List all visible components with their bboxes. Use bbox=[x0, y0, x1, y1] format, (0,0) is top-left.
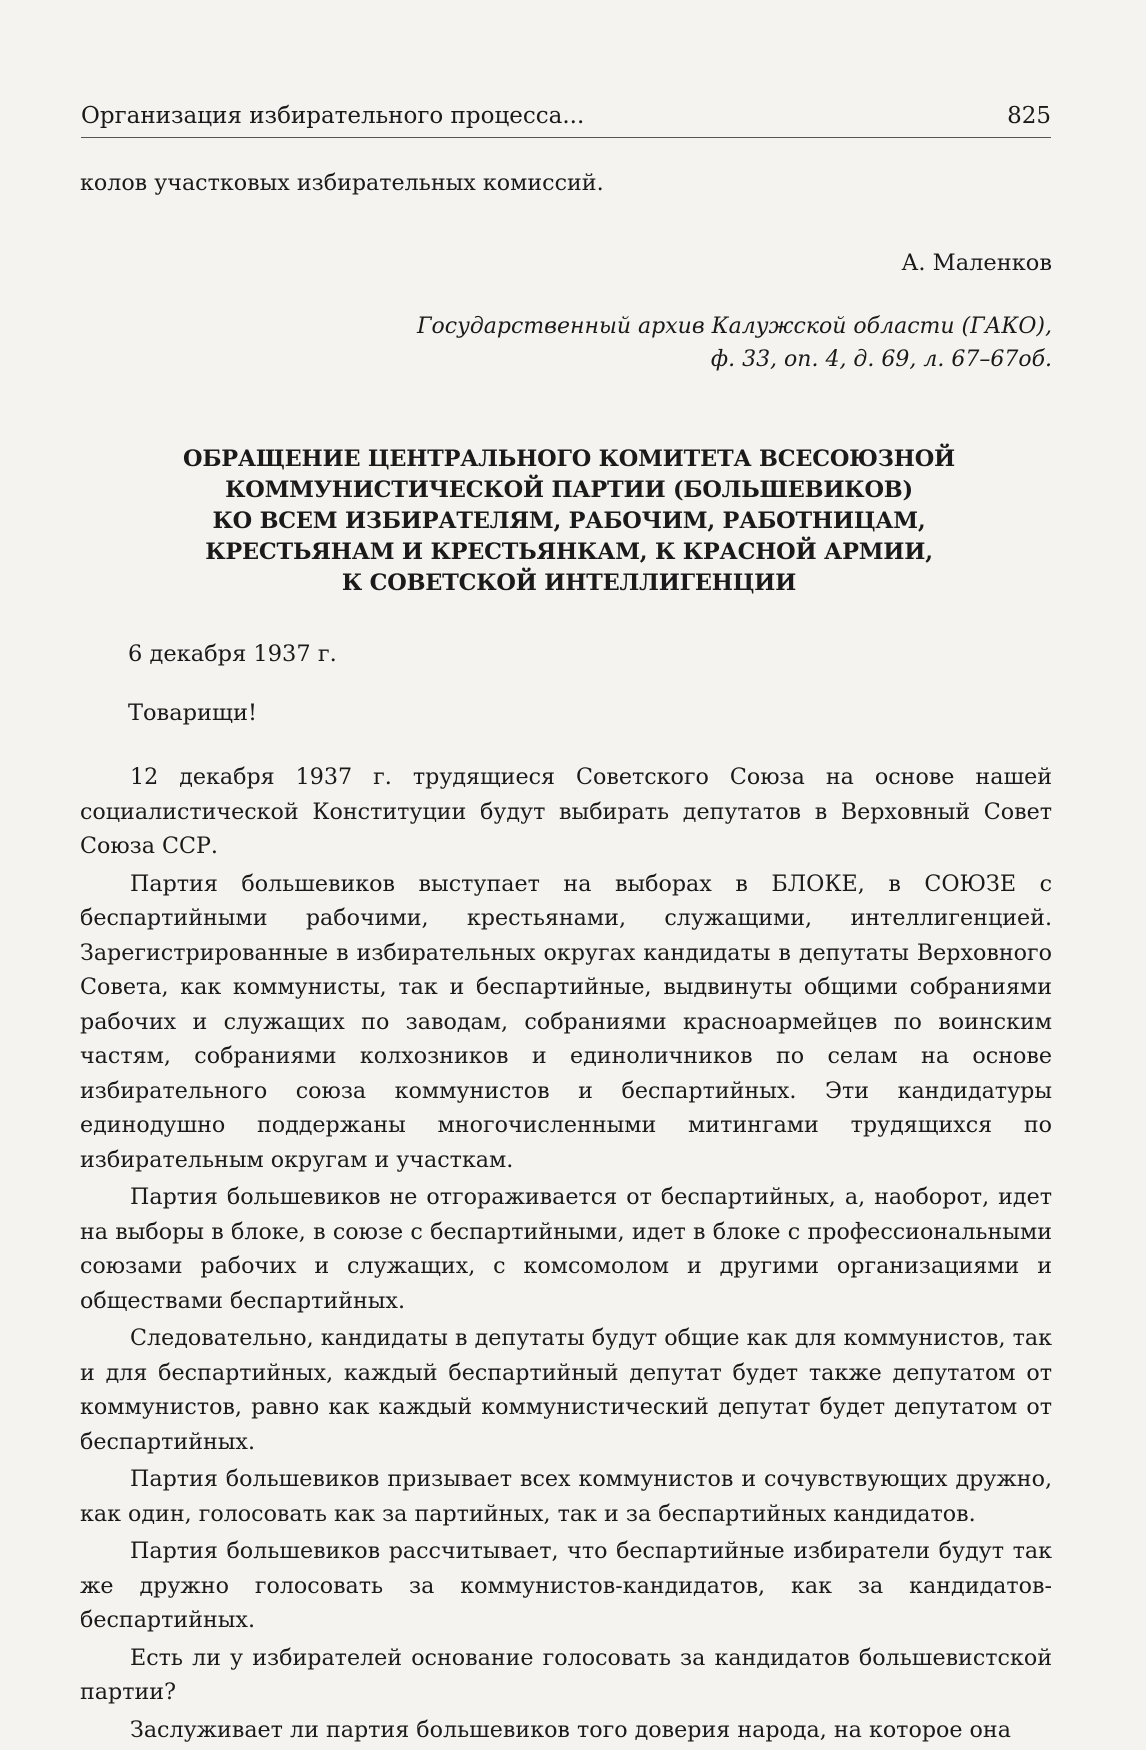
paragraph-4: Следовательно, кандидаты в депутаты будут общие как для коммунистов, так и для беспартийных, каждый беспартийный депутат будет также депутатом от коммунистов, равно как каждый коммунистический депутат будет депутатом от беспартийных. bbox=[80, 1325, 1052, 1455]
running-title: Организация избирательного процесса... bbox=[81, 103, 585, 129]
archive-line-1: Государственный архив Калужской области (ГАКО), bbox=[416, 314, 1052, 339]
archive-line-2: ф. 33, оп. 4, д. 69, л. 67–67об. bbox=[710, 347, 1052, 372]
title-line-5: К СОВЕТСКОЙ ИНТЕЛЛИГЕНЦИИ bbox=[341, 570, 797, 596]
title-line-3: КО ВСЕМ ИЗБИРАТЕЛЯМ, РАБОЧИМ, РАБОТНИЦАМ, bbox=[212, 508, 926, 534]
signature: А. Маленков bbox=[901, 250, 1052, 276]
title-line-2: КОММУНИСТИЧЕСКОЙ ПАРТИИ (БОЛЬШЕВИКОВ) bbox=[225, 477, 913, 503]
paragraph-2: Партия большевиков выступает на выборах в БЛОКЕ, в СОЮЗЕ с беспартийными рабочими, крестьянами, служащими, интеллигенцией. Зарегистрированные в избирательных округах кандидаты в депутаты Верховного Совета, как коммунисты, так и беспартийные, выдвинуты общими собраниями рабочих и служащих по заводам, собраниями красноармейцев по воинским частям, собраниями колхозников и единоличников по селам на основе избирательного союза коммунистов и беспартийных. Эти кандидатуры единодушно поддержаны многочисленными митингами трудящихся по избирательным округам и участкам. bbox=[80, 870, 1052, 1173]
document-title bbox=[100, 444, 1038, 599]
title-line-4: КРЕСТЬЯНАМ И КРЕСТЬЯНКАМ, К КРАСНОЙ АРМИИ, bbox=[205, 539, 933, 565]
paragraph-1: 12 декабря 1937 г. трудящиеся Советского Союза на основе нашей социалистической Конституции будут выбирать депутатов в Верховный Совет Союза ССР. bbox=[80, 764, 1052, 859]
title-line-1: ОБРАЩЕНИЕ ЦЕНТРАЛЬНОГО КОМИТЕТА ВСЕСОЮЗНОЙ bbox=[183, 446, 955, 472]
paragraph-7: Есть ли у избирателей основание голосовать за кандидатов большевистской партии? bbox=[80, 1644, 1052, 1705]
paragraph-5: Партия большевиков призывает всех коммунистов и сочувствующих дружно, как один, голосовать как за партийных, так и за беспартийных кандидатов. bbox=[80, 1466, 1052, 1527]
document-body bbox=[80, 760, 1052, 1750]
paragraph-6: Партия большевиков рассчитывает, что беспартийные избиратели будут так же дружно голосовать за коммунистов-кандидатов, как за кандидатов-беспартийных. bbox=[80, 1538, 1052, 1633]
previous-document-ending bbox=[80, 166, 1052, 201]
page-number: 825 bbox=[1007, 103, 1051, 129]
greeting: Товарищи! bbox=[128, 700, 257, 726]
archive-reference bbox=[417, 310, 1052, 376]
paragraph-8: Заслуживает ли партия большевиков того доверия народа, на которое она bbox=[130, 1716, 1011, 1743]
paragraph-3: Партия большевиков не отгораживается от беспартийных, а, наоборот, идет на выборы в блоке, в союзе с беспартийными, идет в блоке с профессиональными союзами рабочих и служащих, с комсомолом и другими организациями и обществами беспартийных. bbox=[80, 1184, 1052, 1314]
document-date: 6 декабря 1937 г. bbox=[128, 641, 337, 667]
previous-text-line: колов участковых избирательных комиссий. bbox=[80, 170, 604, 196]
running-header bbox=[81, 103, 1051, 138]
